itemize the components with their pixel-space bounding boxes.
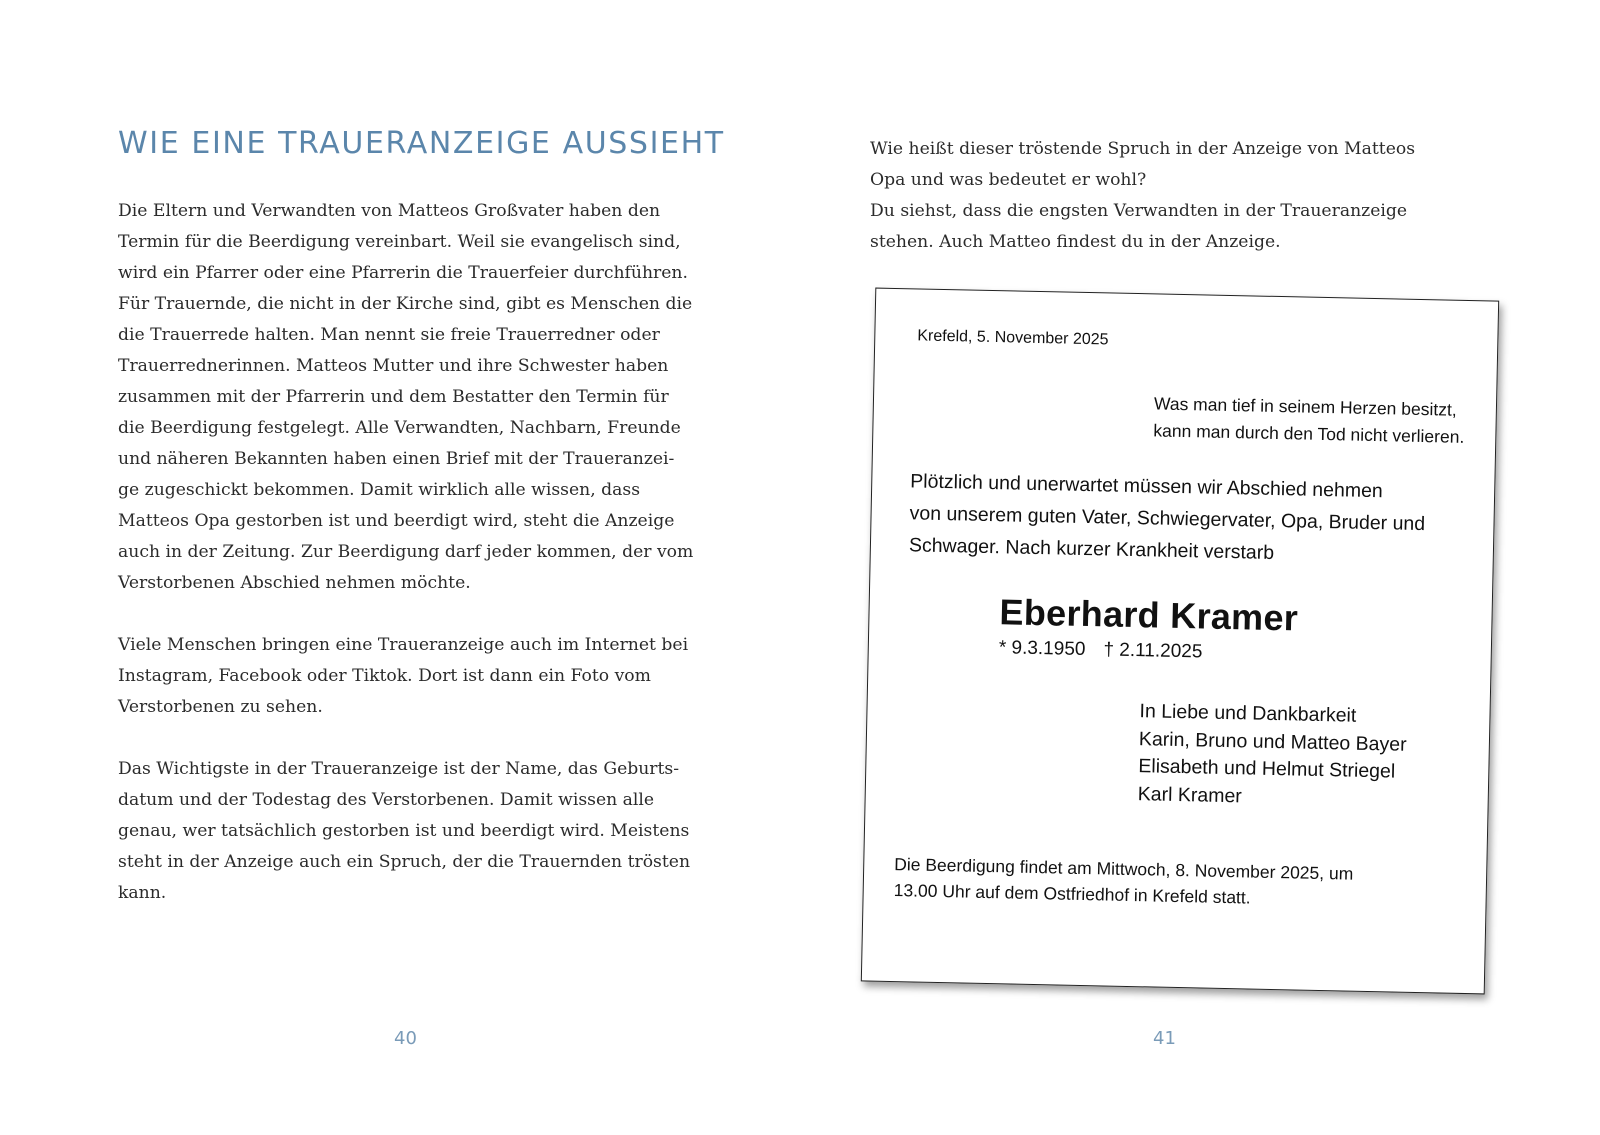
page-number-right: 41 xyxy=(1153,1028,1176,1049)
notice-intro: Plötzlich und unerwartet müssen wir Abschied nehmen von unserem guten Vater, Schwiegervater, Opa, Bruder und Schwager. Nach kurzer Krankheit verstarb xyxy=(908,470,1426,564)
relatives-paragraph: Du siehst, dass die engsten Verwandten in der Traueranzeige stehen. Auch Matteo findest du in der Anzeige. xyxy=(870,201,1408,252)
page-number-left: 40 xyxy=(394,1028,417,1049)
paragraph-funeral-planning: Die Eltern und Verwandten von Matteos Großvater haben den Termin für die Beerdigung vereinbart. Weil sie evangelisch sind, wird ein Pfarrer oder eine Pfarrerin die Trauerfeier durchführen. Für Trauernde, die nicht in der Kirche sind, gibt es Menschen die die Trauerrede halten. Man nennt sie freie Trauerredner oder Trauerrednerinnen. Matteos Mutter und ihre Schwester haben zusammen mit der Pfarrerin und dem Bestatter den Termin für die Beerdigung festgelegt. Alle Verwandten, Nachbarn, Freunde und näheren Bekannten haben einen Brief mit der Traueranzei- ge zugeschickt bekommen. Damit wirklich alle wissen, dass Matteos Opa gestorben ist und beerdigt wird, steht die Anzeige auch in der Zeitung. Zur Beerdigung darf jeder kommen, der vom Verstorbenen Abschied nehmen möchte. xyxy=(118,201,694,593)
paragraph-online-notice: Viele Menschen bringen eine Traueranzeige auch im Internet bei Instagram, Facebook oder Tiktok. Dort ist dann ein Foto vom Verstorbenen zu sehen. xyxy=(118,635,689,717)
notice-funeral-info: Die Beerdigung findet am Mittwoch, 8. November 2025, um 13.00 Uhr auf dem Ostfriedhof in Krefeld statt. xyxy=(893,854,1354,908)
notice-place-date: Krefeld, 5. November 2025 xyxy=(917,327,1109,349)
page-heading: WIE EINE TRAUERANZEIGE AUSSIEHT xyxy=(118,126,725,161)
notice-signature: In Liebe und Dankbarkeit Karin, Bruno und Matteo Bayer Elisabeth und Helmut Striegel Karl Kramer xyxy=(1137,700,1407,807)
birth-date: * 9.3.1950 xyxy=(998,637,1086,661)
question-paragraph: Wie heißt dieser tröstende Spruch in der Anzeige von Matteos Opa und was bedeutet er wohl? xyxy=(870,139,1416,190)
obituary-notice xyxy=(861,288,1499,995)
right-intro-text xyxy=(870,134,1490,258)
death-date: † 2.11.2025 xyxy=(1103,639,1203,663)
deceased-name: Eberhard Kramer xyxy=(999,591,1299,639)
notice-motto: Was man tief in seinem Herzen besitzt, kann man durch den Tod nicht verlieren. xyxy=(1153,393,1465,447)
notice-dates xyxy=(999,637,1221,664)
right-page xyxy=(800,0,1600,1135)
paragraph-most-important: Das Wichtigste in der Traueranzeige ist der Name, das Geburts- datum und der Todestag des Verstorbenen. Damit wissen alle genau, wer tatsächlich gestorben ist und beerdigt wird. Meistens steht in der Anzeige auch ein Spruch, der die Trauernden trösten kann. xyxy=(118,759,691,903)
left-body-text xyxy=(118,196,718,940)
